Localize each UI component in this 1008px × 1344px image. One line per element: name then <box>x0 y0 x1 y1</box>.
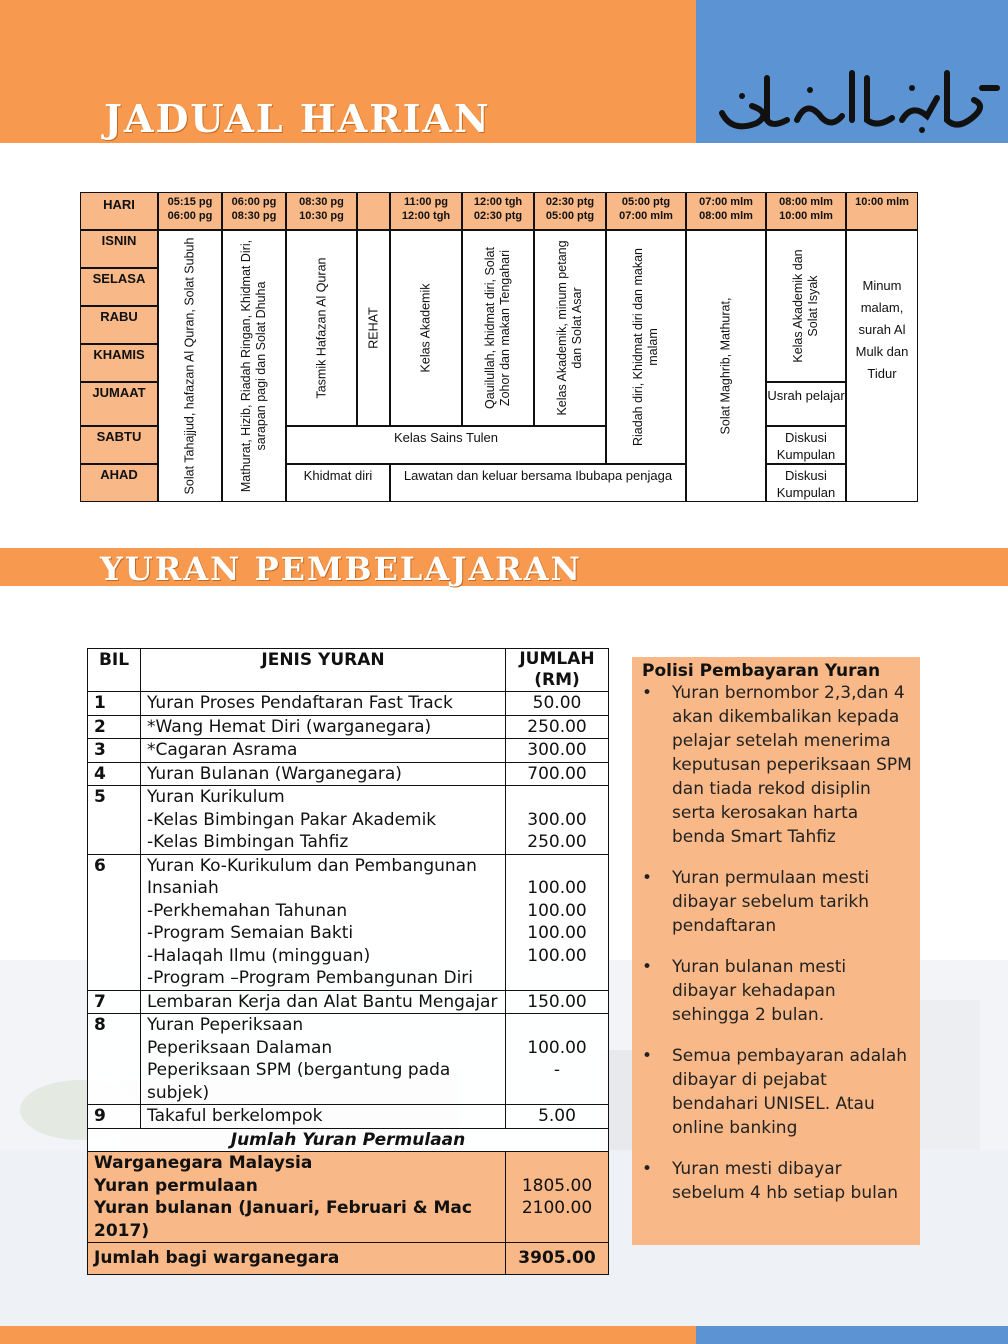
fee-row <box>88 786 609 855</box>
footer-blue-band <box>696 1326 1008 1344</box>
fee-rows <box>88 692 609 1129</box>
header-bil: BIL <box>88 649 141 692</box>
policy-item: • Yuran permulaan mesti dibayar sebelum tarikh pendaftaran <box>642 866 912 938</box>
time-slot-header <box>357 192 390 230</box>
summary-row <box>88 1152 609 1243</box>
lawatan-cell: Lawatan dan keluar bersama Ibubapa penjaga <box>390 464 686 502</box>
activity-text: Mathurat, Hizib, Riadah Ringan, Khidmat Diri, sarapan pagi dan Solat Dhuha <box>239 239 268 493</box>
fee-jenis <box>141 739 506 763</box>
activity-maghrib <box>686 230 766 502</box>
total-value: 3905.00 <box>506 1243 609 1275</box>
fee-row <box>88 854 609 990</box>
fee-jenis-line: -Kelas Bimbingan Pakar Akademik <box>147 809 437 830</box>
fee-jenis-line: -Kelas Bimbingan Tahfiz <box>147 832 349 852</box>
policy-title: Polisi Pembayaran Yuran <box>642 661 881 681</box>
activity-minum-malam: Minum malam, surah Al Mulk dan Tidur <box>846 230 918 502</box>
fee-bil: 7 <box>88 990 141 1014</box>
fees-section-title: YURAN PEMBELAJARAN <box>100 550 582 588</box>
fee-table <box>87 648 609 1275</box>
fee-jenis-line: Takaful berkelompok <box>147 1106 323 1126</box>
fee-jumlah <box>506 786 609 855</box>
activity-isyak <box>766 230 846 382</box>
time-slot-header: 11:00 pg 12:00 tgh <box>390 192 462 230</box>
fee-jumlah-line: 700.00 <box>527 763 587 784</box>
total-label: Jumlah bagi warganegara <box>88 1243 506 1275</box>
fee-jumlah-line <box>512 1014 602 1037</box>
fee-jumlah-line: 50.00 <box>532 693 582 713</box>
fee-jenis-line: -Program –Program Pembangunan Diri <box>147 968 474 988</box>
fee-jumlah-line: 100.00 <box>527 923 587 943</box>
arabic-calligraphy-logo <box>712 58 1002 138</box>
fee-row <box>88 1105 609 1129</box>
fee-jumlah-line: 250.00 <box>527 716 587 737</box>
fee-jenis-line: Peperiksaan Dalaman <box>147 1037 333 1058</box>
fee-jenis-line: -Halaqah Ilmu (mingguan) <box>147 945 371 966</box>
subtotal-title-row <box>88 1128 609 1152</box>
usrah-cell: Usrah pelajar <box>766 382 846 426</box>
fee-bil: 6 <box>88 854 141 990</box>
fee-jenis <box>141 786 506 855</box>
fee-jumlah-line: 150.00 <box>527 991 587 1012</box>
fee-jenis-line: subjek) <box>147 1082 210 1103</box>
fee-jumlah <box>506 739 609 763</box>
summary-values <box>506 1152 609 1243</box>
fee-jenis <box>141 990 506 1014</box>
day-label: SABTU <box>80 426 158 464</box>
fee-jenis-line: Yuran Peperiksaan <box>147 1015 304 1035</box>
fee-bil: 9 <box>88 1105 141 1129</box>
fee-jumlah-line: 300.00 <box>527 740 587 760</box>
fee-jumlah <box>506 1014 609 1105</box>
day-label: JUMAAT <box>80 382 158 426</box>
header-jumlah: JUMLAH (RM) <box>506 649 609 692</box>
time-slot-header: 06:00 pg 08:30 pg <box>222 192 286 230</box>
activity-riadah <box>606 230 686 464</box>
fee-jumlah <box>506 1105 609 1129</box>
fee-jumlah-line: - <box>553 1060 561 1080</box>
diskusi-ahad-cell: Diskusi Kumpulan <box>766 464 846 502</box>
fee-jenis-line: Yuran Proses Pendaftaran Fast Track <box>147 693 453 713</box>
fee-jenis-line: Insaniah <box>147 878 219 898</box>
activity-text: Qauilullah, khidmat diri, Solat Zohor dan makan Tengahari <box>483 247 512 409</box>
permulaan-value: 1805.00 <box>521 1175 593 1196</box>
fee-jumlah <box>506 854 609 990</box>
fee-jenis <box>141 854 506 990</box>
diskusi-sabtu-cell: Diskusi Kumpulan <box>766 426 846 464</box>
fee-row <box>88 1014 609 1105</box>
activity-text: Solat Tahajjud, hafazan Al Quran, Solat Subuh <box>182 237 197 495</box>
activity-tasmik <box>286 230 357 426</box>
page-title: JADUAL HARIAN <box>104 96 491 141</box>
fee-jumlah-line <box>512 1082 602 1105</box>
fee-bil: 4 <box>88 762 141 786</box>
header-hari: HARI <box>80 192 158 230</box>
khidmat-diri-cell: Khidmat diri <box>286 464 390 502</box>
fee-row <box>88 715 609 739</box>
time-slot-header: 05:00 ptg 07:00 mlm <box>606 192 686 230</box>
sains-tulen-cell: Kelas Sains Tulen <box>286 426 606 464</box>
fee-jumlah-line: 100.00 <box>527 878 587 898</box>
fee-jenis-line: *Wang Hemat Diri (warganegara) <box>147 716 432 737</box>
fee-jenis-line: *Cagaran Asrama <box>147 740 298 760</box>
fee-jenis <box>141 715 506 739</box>
fee-bil: 1 <box>88 692 141 716</box>
day-label: KHAMIS <box>80 344 158 382</box>
policy-item: • Yuran bulanan mesti dibayar kehadapan sehingga 2 bulan. <box>642 955 912 1027</box>
activity-petang <box>534 230 606 426</box>
activity-rehat <box>357 230 390 426</box>
policy-item: • Semua pembayaran adalah dibayar di pejabat bendahari UNISEL. Atau online banking <box>642 1044 912 1140</box>
day-label: ISNIN <box>80 230 158 268</box>
activity-text: Riadah diri, Khidmat diri dan makan malam <box>631 247 660 447</box>
day-label: SELASA <box>80 268 158 306</box>
time-slot-header: 07:00 mlm 08:00 mlm <box>686 192 766 230</box>
fee-jumlah-line <box>512 967 602 990</box>
fee-jenis-line: -Perkhemahan Tahunan <box>147 900 348 921</box>
fee-jenis-line: Yuran Kurikulum <box>147 787 285 807</box>
time-slot-header: 02:30 ptg 05:00 ptg <box>534 192 606 230</box>
fee-row <box>88 692 609 716</box>
activity-text: REHAT <box>366 307 380 349</box>
fee-jumlah <box>506 990 609 1014</box>
fee-jumlah-line: 250.00 <box>527 832 587 852</box>
fee-jumlah-line: 100.00 <box>527 945 587 966</box>
day-label: AHAD <box>80 464 158 502</box>
time-slot-header: 10:00 mlm <box>846 192 918 230</box>
activity-text: Tasmik Hafazan Al Quran <box>314 257 328 399</box>
fee-jumlah-line: 100.00 <box>527 900 587 921</box>
time-slot-header: 05:15 pg 06:00 pg <box>158 192 222 230</box>
fee-jumlah-line: 300.00 <box>527 809 587 830</box>
fee-jumlah <box>506 715 609 739</box>
activity-akademik <box>390 230 462 426</box>
fee-jenis-line: Peperiksaan SPM (bergantung pada <box>147 1060 451 1080</box>
time-slot-header: 12:00 tgh 02:30 ptg <box>462 192 534 230</box>
subtotal-title: Jumlah Yuran Permulaan <box>88 1128 609 1152</box>
bulanan-label: Yuran bulanan (Januari, Februari & Mac 2017) <box>94 1198 472 1241</box>
activity-text: Kelas Akademik dan Solat Isyak <box>791 249 820 363</box>
day-label: RABU <box>80 306 158 344</box>
fee-jenis-line: Yuran Bulanan (Warganegara) <box>147 763 402 784</box>
fee-jumlah-line: 100.00 <box>527 1037 587 1058</box>
policy-item: • Yuran mesti dibayar sebelum 4 hb setiap bulan <box>642 1157 912 1205</box>
fee-jumlah <box>506 762 609 786</box>
fee-table-header <box>88 649 609 692</box>
time-slot-header: 08:00 mlm 10:00 mlm <box>766 192 846 230</box>
time-slot-header: 08:30 pg 10:30 pg <box>286 192 357 230</box>
policy-item: • Yuran bernombor 2,3,dan 4 akan dikembalikan kepada pelajar setelah menerima keputusan peperiksaan SPM dan tiada rekod disiplin serta kerosakan harta benda Smart Tahfiz <box>642 681 912 849</box>
footer-orange-band <box>0 1326 696 1344</box>
fee-jumlah-line: 5.00 <box>538 1106 576 1126</box>
permulaan-label: Yuran permulaan <box>94 1175 258 1196</box>
summary-labels <box>88 1152 506 1243</box>
payment-policy-box <box>632 657 920 1245</box>
fee-row <box>88 990 609 1014</box>
warganegara-label: Warganegara Malaysia <box>94 1153 313 1173</box>
total-row <box>88 1243 609 1275</box>
fee-bil: 8 <box>88 1014 141 1105</box>
fee-jenis <box>141 692 506 716</box>
fee-jenis-line: Lembaran Kerja dan Alat Bantu Mengajar <box>147 991 498 1012</box>
fee-jenis <box>141 762 506 786</box>
fee-jenis <box>141 1014 506 1105</box>
activity-subuh <box>158 230 222 502</box>
activity-qailullah <box>462 230 534 426</box>
activity-pagi <box>222 230 286 502</box>
fee-bil: 5 <box>88 786 141 855</box>
fee-bil: 2 <box>88 715 141 739</box>
policy-list <box>642 681 912 1205</box>
fee-jenis-line: Yuran Ko-Kurikulum dan Pembangunan <box>147 855 477 876</box>
fee-jumlah-line <box>512 855 602 878</box>
fee-jumlah-line <box>512 786 602 809</box>
fee-bil: 3 <box>88 739 141 763</box>
activity-text: Kelas Akademik <box>418 283 433 373</box>
fee-row <box>88 762 609 786</box>
fee-jenis-line: -Program Semaian Bakti <box>147 923 354 943</box>
fee-row <box>88 739 609 763</box>
fee-jenis <box>141 1105 506 1129</box>
bulanan-value: 2100.00 <box>521 1198 593 1218</box>
fee-jumlah <box>506 692 609 716</box>
activity-text: Kelas Akademik, minum petang dan Solat Asar <box>555 240 584 416</box>
activity-text: Solat Maghrib, Mathurat, <box>718 297 733 435</box>
header-jenis: JENIS YURAN <box>141 649 506 692</box>
